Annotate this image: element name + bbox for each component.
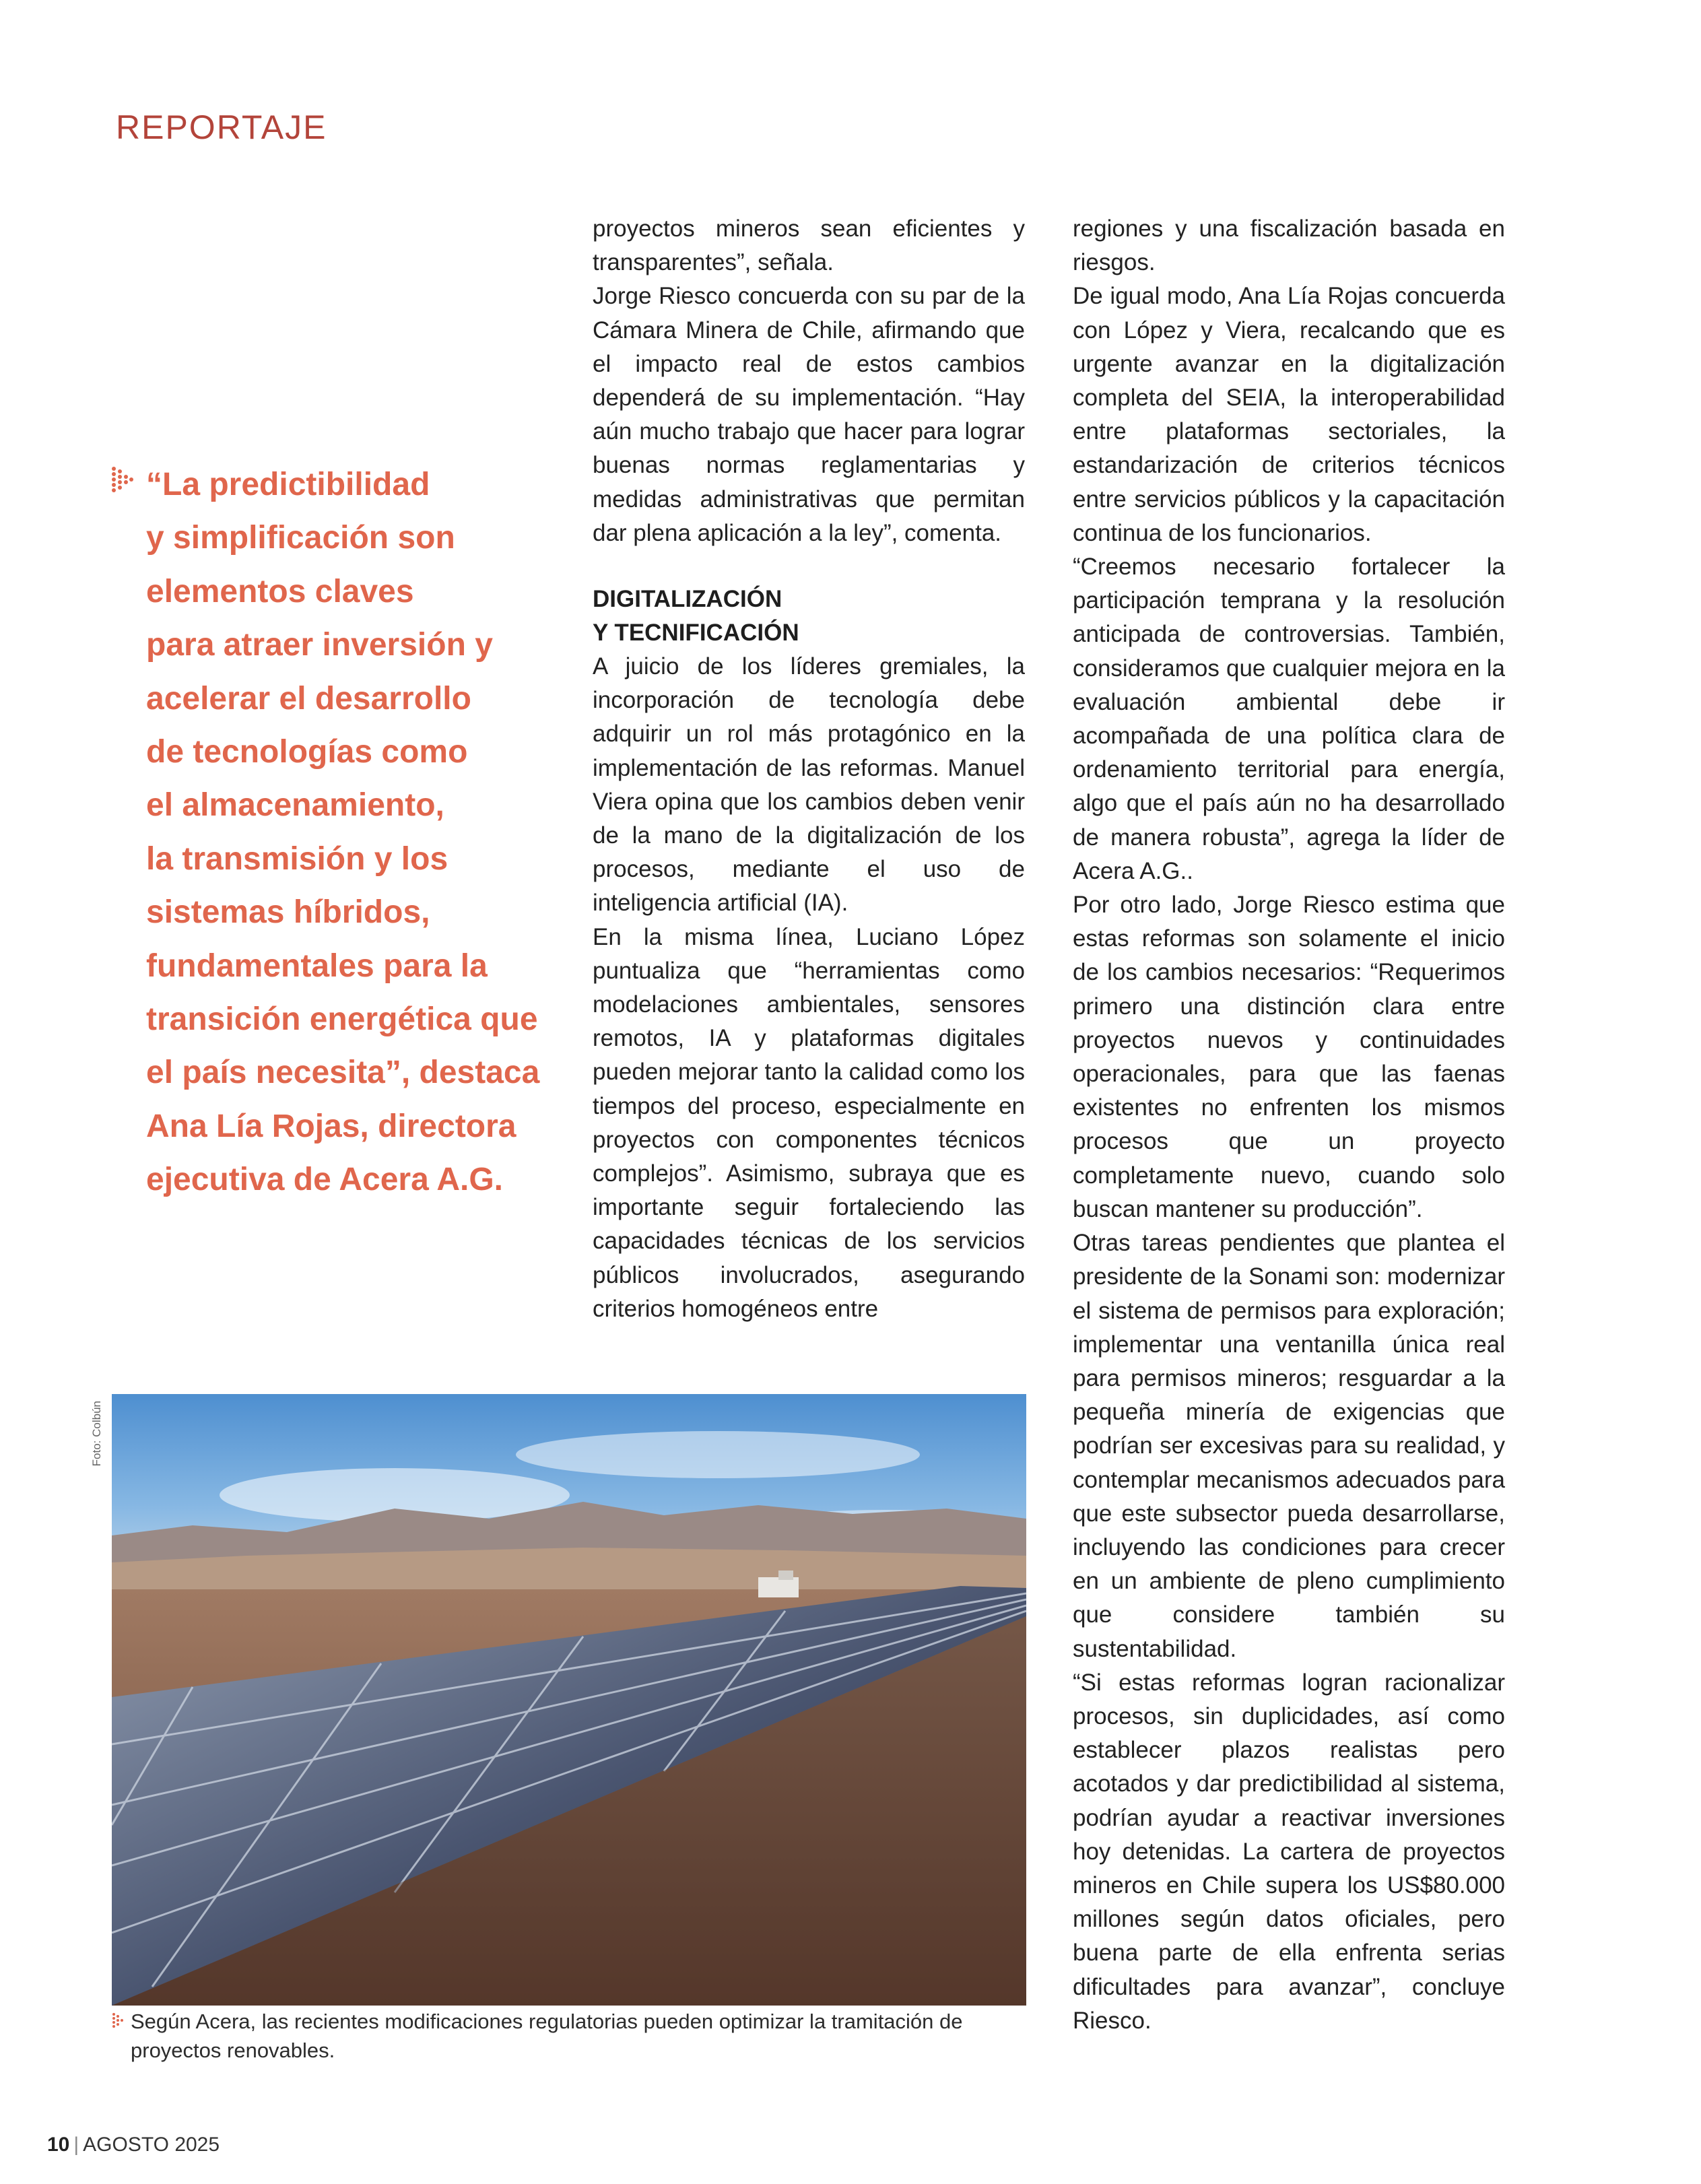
body-paragraph: regiones y una fiscalización basada en riesgos. [1073,216,1505,276]
body-paragraph: “Si estas reformas logran racionalizar procesos, sin duplicidades, así como establecer plazos realistas pero acotados y dar predictibilidad al sistema, podrían ayudar a reactivar inversiones hoy detenidas. La cartera de proyectos mineros en Chile supera los US$80.000 millones según datos oficiales, pero buena parte de ella enfrenta serias dificultades para avanzar”, concluye Riesco. [1073,1669,1505,2034]
pull-quote-line: Ana Lía Rojas, directora [146,1108,516,1144]
pull-quote-line: elementos claves [146,573,414,609]
footer-separator: | [73,2133,79,2156]
pull-quote-line: ejecutiva de Acera A.G. [146,1162,504,1198]
pull-quote-line: el almacenamiento, [146,787,444,824]
body-paragraph: Jorge Riesco concuerda con su par de la Cámara Minera de Chile, afirmando que el impacto real de estos cambios dependerá de su implementación. “Hay aún mucho trabajo que hacer para lograr buenas normas reglamentarias y medidas administrativas que permitan dar plena aplicación a la ley”, comenta. [593,283,1025,546]
solar-farm-photo [112,1394,1026,2006]
body-paragraph: Otras tareas pendientes que plantea el presidente de la Sonami son: modernizar el sistema de permisos para exploración; implementar una ventanilla única real para permisos mineros; resguardar a la pequeña minería de exigencias que podrían ser excesivas para su realidad, y contemplar mecanismos adecuados para que este subsector pueda desarrollarse, incluyendo las condiciones para crecer en un ambiente de pleno cumplimiento que considere también su sustentabilidad. [1073,1230,1505,1662]
section-label: REPORTAJE [116,108,327,146]
pull-quote-line: y simplificación son [146,520,455,556]
pull-quote-line: fundamentales para la [146,948,488,984]
section-subheading [593,583,1025,650]
subheading-line: Y TECNIFICACIÓN [593,620,799,647]
quote-dots-icon [111,466,134,496]
body-paragraph: A juicio de los líderes gremiales, la incorporación de tecnología debe adquirir un rol más protagónico en la implementación de las reformas. Manuel Viera opina que los cambios deben venir de la mano de la digitalización de los procesos, mediante el uso de inteligencia artificial (IA). [593,653,1025,917]
pull-quote-line: la transmisión y los [146,840,448,877]
subheading-line: DIGITALIZACIÓN [593,586,782,613]
pull-quote-line: transición energética que [146,1001,538,1038]
article-column-2 [593,212,1025,1326]
body-paragraph: En la misma línea, Luciano López puntualiza que “herramientas como modelaciones ambientales, sensores remotos, IA y plataformas digitales pueden mejorar tanto la calidad como los tiempos del proceso, especialmente en proyectos con componentes técnicos complejos”. Asimismo, subraya que es importante seguir fortaleciendo las capacidades técnicas de los servicios públicos involucrados, asegurando criterios homogéneos entre [593,923,1025,1322]
pull-quote-line: de tecnologías como [146,734,468,770]
pull-quote-line: sistemas híbridos, [146,894,430,931]
pull-quote-line: el país necesita”, destaca [146,1055,540,1091]
page-footer [47,2133,220,2156]
pull-quote-line: acelerar el desarrollo [146,680,471,717]
photo-caption [112,2007,1026,2065]
body-paragraph: proyectos mineros sean eficientes y transparentes”, señala. [593,216,1025,276]
article-column-3 [1073,212,1505,2038]
pull-quote-line: para atraer inversión y [146,627,493,663]
body-paragraph: Por otro lado, Jorge Riesco estima que estas reformas son solamente el inicio de los cambios necesarios: “Requerimos primero una distinción clara entre proyectos nuevos y continuidades operacionales, para que las faenas existentes no enfrenten los mismos procesos que un proyecto completamente nuevo, cuando solo buscan mantener su producción”. [1073,892,1505,1222]
caption-dots-icon [112,2012,125,2031]
body-paragraph: “Creemos necesario fortalecer la participación temprana y la resolución anticipada de controversias. También, consideramos que cualquier mejora en la evaluación ambiental debe ir acompañada de una política clara de ordenamiento territorial para energía, algo que el país aún no ha desarrollado de manera robusta”, agrega la líder de Acera A.G.. [1073,554,1505,884]
caption-text: Según Acera, las recientes modificaciones regulatorias pueden optimizar la tramitación de proyectos renovables. [131,2010,963,2062]
page-number: 10 [47,2133,70,2156]
pull-quote-line: “La predictibilidad [146,467,430,502]
photo-credit: Foto: Colbún [90,1401,103,1467]
issue-date: AGOSTO 2025 [83,2133,220,2156]
pull-quote [111,458,569,1207]
body-paragraph: De igual modo, Ana Lía Rojas concuerda con López y Viera, recalcando que es urgente avanzar en la digitalización completa del SEIA, la interoperabilidad entre plataformas sectoriales, la estandarización de criterios técnicos entre servicios públicos y la capacitación continua de los funcionarios. [1073,283,1505,546]
